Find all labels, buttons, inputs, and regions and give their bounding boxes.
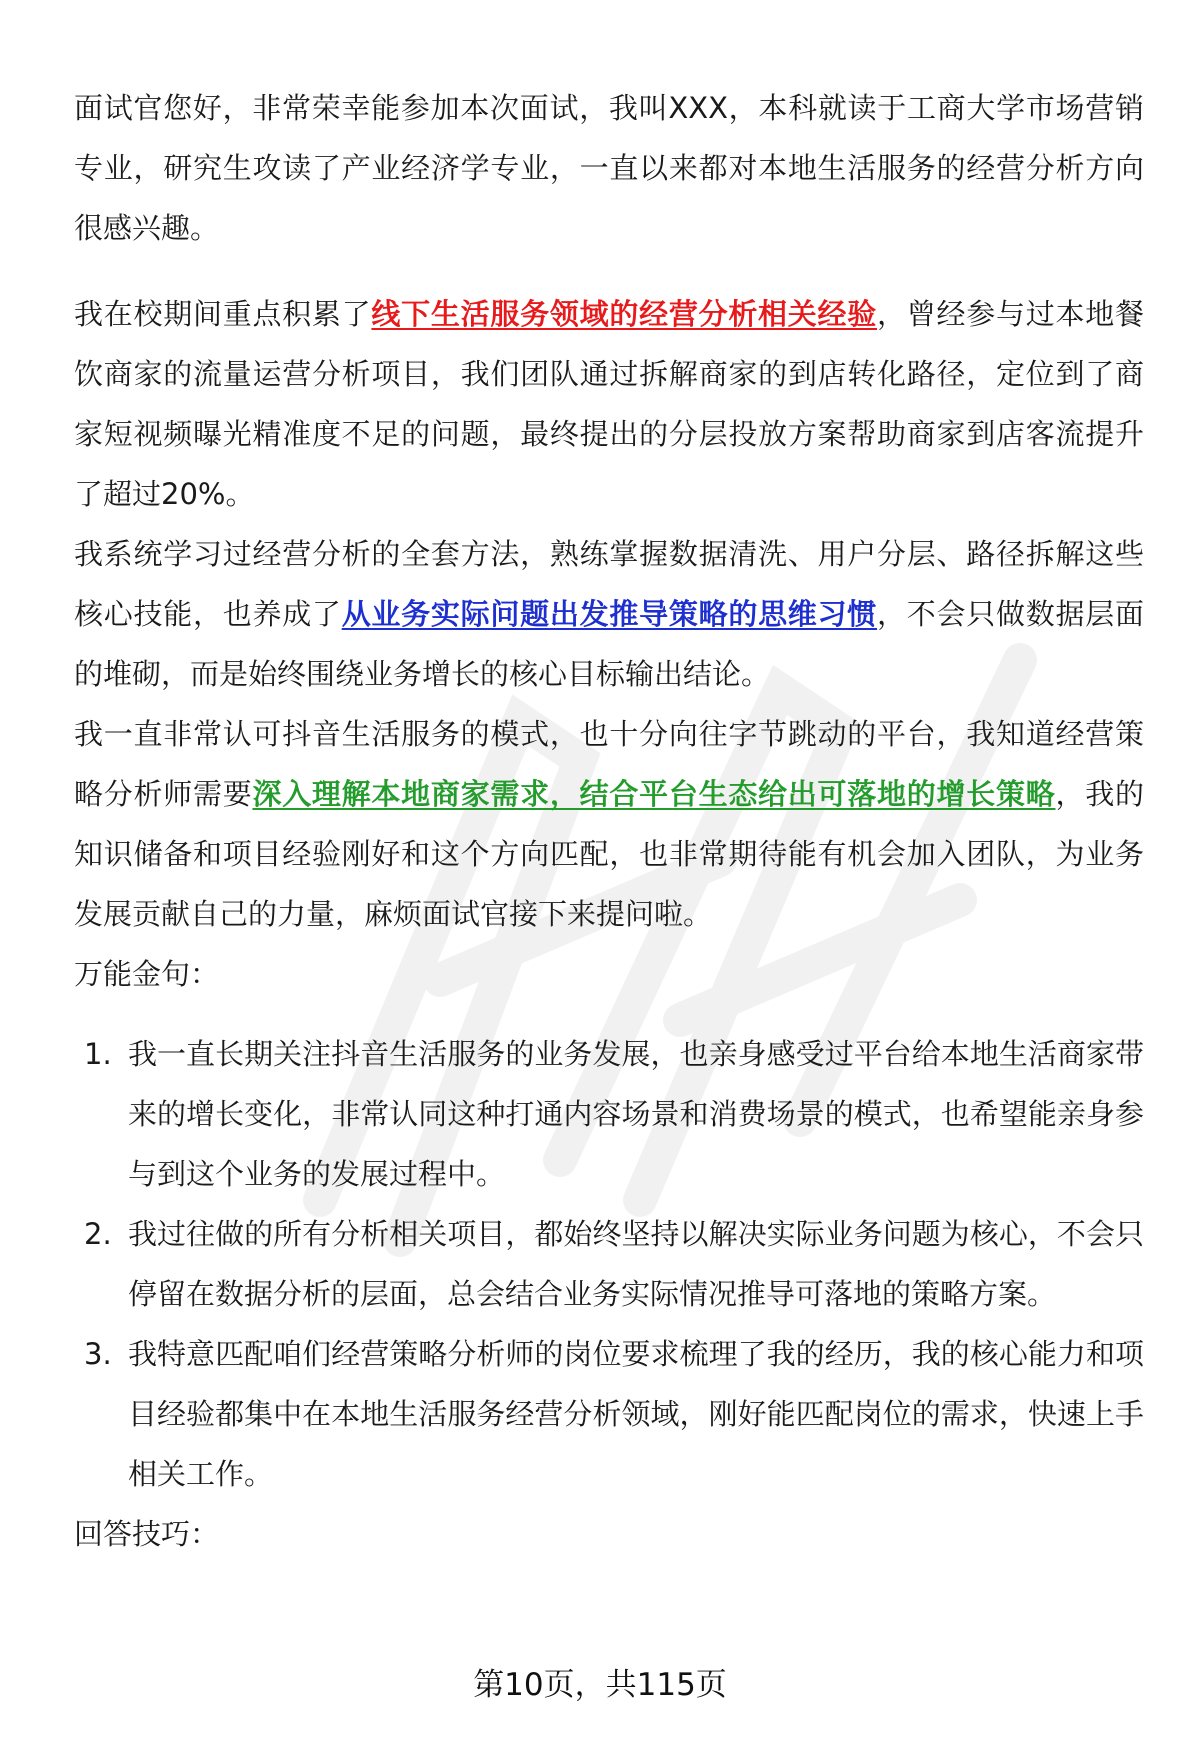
answer-tips-heading: 回答技巧： (74, 1517, 220, 1551)
list-item-number: 3. (84, 1337, 112, 1371)
motivation-text-before: 我一直非常认可抖音生活服务的模式，也十分向往字节跳动的平台，我知道经营策略分析师需要 (74, 717, 1144, 811)
list-item-number: 2. (84, 1217, 112, 1251)
motivation-text-after: ，我的知识储备和项目经验刚好和这个方向匹配，也非常期待能有机会加入团队，为业务发展贡献自己的力量，麻烦面试官接下来提问啦。 (74, 777, 1144, 931)
list-item (74, 1324, 1144, 1504)
list-item (74, 1204, 1144, 1324)
intro-paragraph (74, 78, 1144, 258)
skills-highlight: 从业务实际问题出发推导策略的思维习惯 (341, 597, 878, 631)
skills-text-after: ，不会只做数据层面的堆砌，而是始终围绕业务增长的核心目标输出结论。 (74, 597, 1144, 691)
list-item (74, 1024, 1144, 1204)
experience-paragraph (74, 284, 1144, 524)
skills-text-before: 我系统学习过经营分析的全套方法，熟练掌握数据清洗、用户分层、路径拆解这些核心技能，也养成了 (74, 537, 1144, 631)
skills-paragraph (74, 524, 1144, 704)
motivation-highlight: 深入理解本地商家需求，结合平台生态给出可落地的增长策略 (252, 777, 1056, 811)
list-item-text: 我过往做的所有分析相关项目，都始终坚持以解决实际业务问题为核心，不会只停留在数据分析的层面，总会结合业务实际情况推导可落地的策略方案。 (128, 1217, 1144, 1311)
list-item-text: 我特意匹配咱们经营策略分析师的岗位要求梳理了我的经历，我的核心能力和项目经验都集中在本地生活服务经营分析领域，刚好能匹配岗位的需求，快速上手相关工作。 (128, 1337, 1144, 1491)
experience-text-after: ，曾经参与过本地餐饮商家的流量运营分析项目，我们团队通过拆解商家的到店转化路径，定位到了商家短视频曝光精准度不足的问题，最终提出的分层投放方案帮助商家到店客流提升了超过20%。 (74, 297, 1144, 511)
intro-text: 面试官您好，非常荣幸能参加本次面试，我叫XXX，本科就读于工商大学市场营销专业，研究生攻读了产业经济学专业，一直以来都对本地生活服务的经营分析方向很感兴趣。 (74, 91, 1144, 245)
page-number-footer: 第10页，共115页 (473, 1667, 727, 1703)
motivation-paragraph (74, 704, 1144, 944)
document-body (74, 78, 1144, 1564)
experience-text-before: 我在校期间重点积累了 (74, 297, 372, 331)
list-item-text: 我一直长期关注抖音生活服务的业务发展，也亲身感受过平台给本地生活商家带来的增长变化，非常认同这种打通内容场景和消费场景的模式，也希望能亲身参与到这个业务的发展过程中。 (128, 1037, 1144, 1191)
golden-sentences-list (74, 1024, 1144, 1504)
experience-highlight: 线下生活服务领域的经营分析相关经验 (371, 297, 878, 331)
golden-sentences-heading: 万能金句： (74, 957, 220, 991)
list-item-number: 1. (84, 1037, 112, 1071)
